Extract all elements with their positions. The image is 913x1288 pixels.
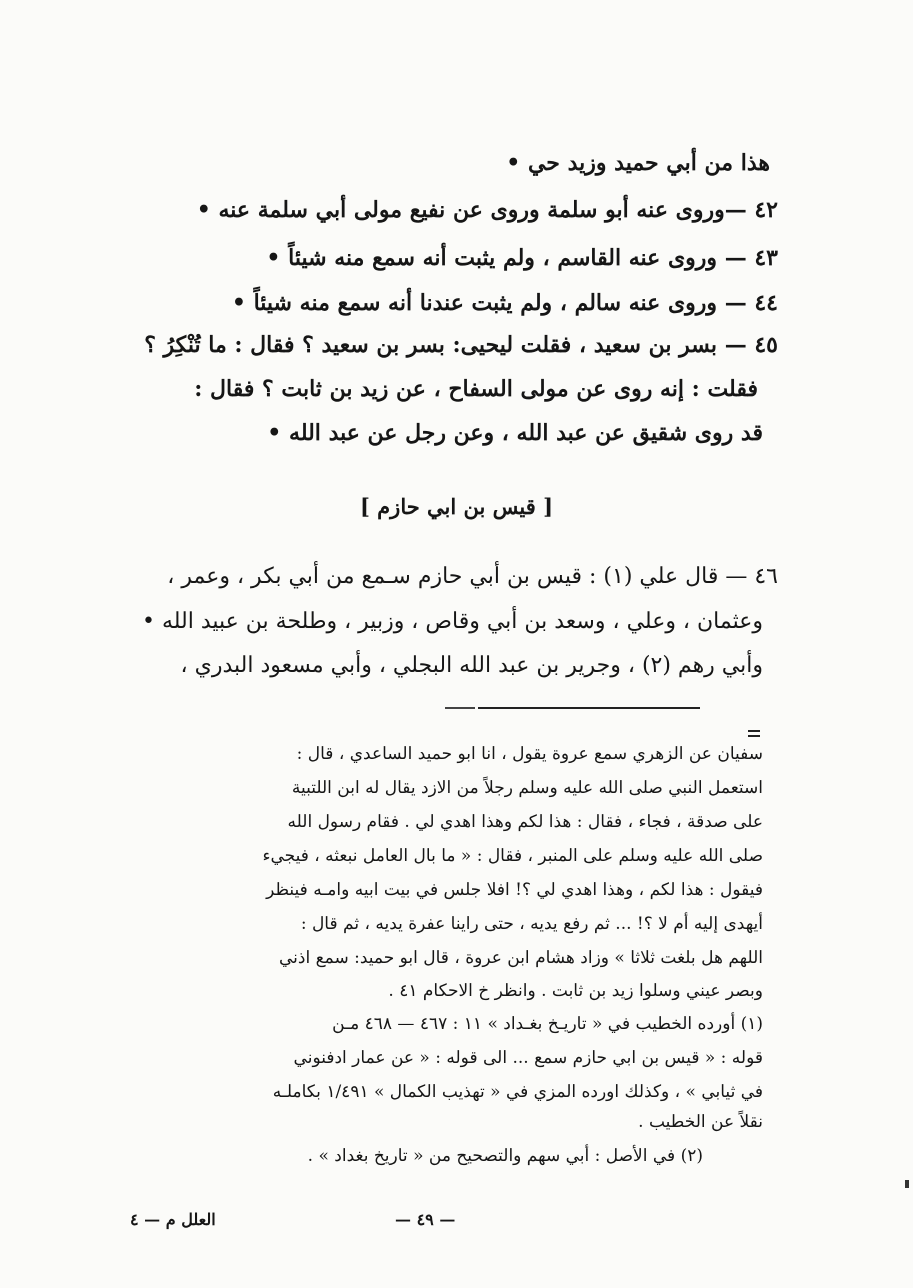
section-heading: [ قيس بن ابي حازم ] (359, 494, 554, 519)
book-signature: العلل م — ٤ (130, 1210, 216, 1229)
footnote-cont-line-2: استعمل النبي صلى الله عليه وسلم رجلاً من الازد يقال له ابن اللتبية (291, 778, 763, 798)
footnote-separator-dash (445, 707, 475, 709)
text-line-3: ٤٣ — وروى عنه القاسم ، ولم يثبت أنه سمع منه شيئاً • (266, 245, 778, 271)
continuation-mark-2 (748, 735, 760, 737)
text-line-4: ٤٤ — وروى عنه سالم ، ولم يثبت عندنا أنه سمع منه شيئاً • (231, 290, 778, 316)
footnote-cont-line-4: صلى الله عليه وسلم على المنبر ، فقال : « ما بال العامل نبعثه ، فيجيء (262, 846, 763, 866)
footnote-cont-line-6: أيهدى إليه أم لا ؟! ... ثم رفع يديه ، حتى راينا عفرة يديه ، ثم قال : (300, 914, 763, 934)
text-line-2: ٤٢ —وروى عنه أبو سلمة وروى عن نفيع مولى أبي سلمة عنه • (196, 197, 778, 223)
footnote-cont-line-1: سفيان عن الزهري سمع عروة يقول ، انا ابو حميد الساعدي ، قال : (296, 744, 763, 764)
footnote-2: (٢) في الأصل : أبي سهم والتصحيح من « تاريخ بغداد » . (307, 1146, 703, 1166)
page-number: — ٤٩ — (395, 1210, 456, 1229)
footnote-1-line-2: قوله : « قيس بن ابي حازم سمع ... الى قوله : « عن عمار ادفنوني (293, 1048, 763, 1068)
footnote-1-line-4: نقلاً عن الخطيب . (638, 1112, 763, 1132)
footnote-cont-line-8: وبصر عيني وسلوا زيد بن ثابت . وانظر خ الاحكام ٤١ . (388, 981, 763, 1001)
text-line-7: قد روى شقيق عن عبد الله ، وعن رجل عن عبد الله • (267, 420, 763, 446)
footnote-cont-line-5: فيقول : هذا لكم ، وهذا اهدي لي ؟! افلا جلس في بيت ابيه وامـه فينظر (266, 880, 763, 900)
scan-speck (905, 1180, 909, 1188)
footnote-cont-line-7: اللهم هل بلغت ثلاثا » وزاد هشام ابن عروة ، قال ابو حميد: سمع اذني (278, 948, 763, 968)
text-line-1: هذا من أبي حميد وزيد حي • (506, 150, 770, 176)
entry-46-line-1: ٤٦ — قال علي (١) : قيس بن أبي حازم سـمع من أبي بكر ، وعمر ، (167, 564, 778, 589)
footnote-1-line-1: (١) أورده الخطيب في « تاريـخ بغـداد » ١١ : ٤٦٧ — ٤٦٨ مـن (332, 1014, 763, 1034)
text-line-5: ٤٥ — بسر بن سعيد ، فقلت ليحيى: بسر بن سعيد ؟ فقال : ما تُنْكِرُ ؟ (144, 332, 778, 358)
continuation-mark (748, 730, 760, 732)
footnote-cont-line-3: على صدقة ، فجاء ، فقال : هذا لكم وهذا اهدي لي . فقام رسول الله (287, 812, 763, 832)
footnote-1-line-3: في ثيابي » ، وكذلك اورده المزي في « تهذيب الكمال » ١/٤٩١ بكاملـه (272, 1082, 763, 1102)
text-line-6: فقلت : إنه روى عن مولى السفاح ، عن زيد بن ثابت ؟ فقال : (194, 376, 758, 402)
entry-46-line-3: وأبي رهم (٢) ، وجرير بن عبد الله البجلي ، وأبي مسعود البدري ، (180, 653, 763, 678)
footnote-separator-line (478, 707, 700, 709)
entry-46-line-2: وعثمان ، وعلي ، وسعد بن أبي وقاص ، وزبير ، وطلحة بن عبيد الله • (142, 609, 763, 634)
